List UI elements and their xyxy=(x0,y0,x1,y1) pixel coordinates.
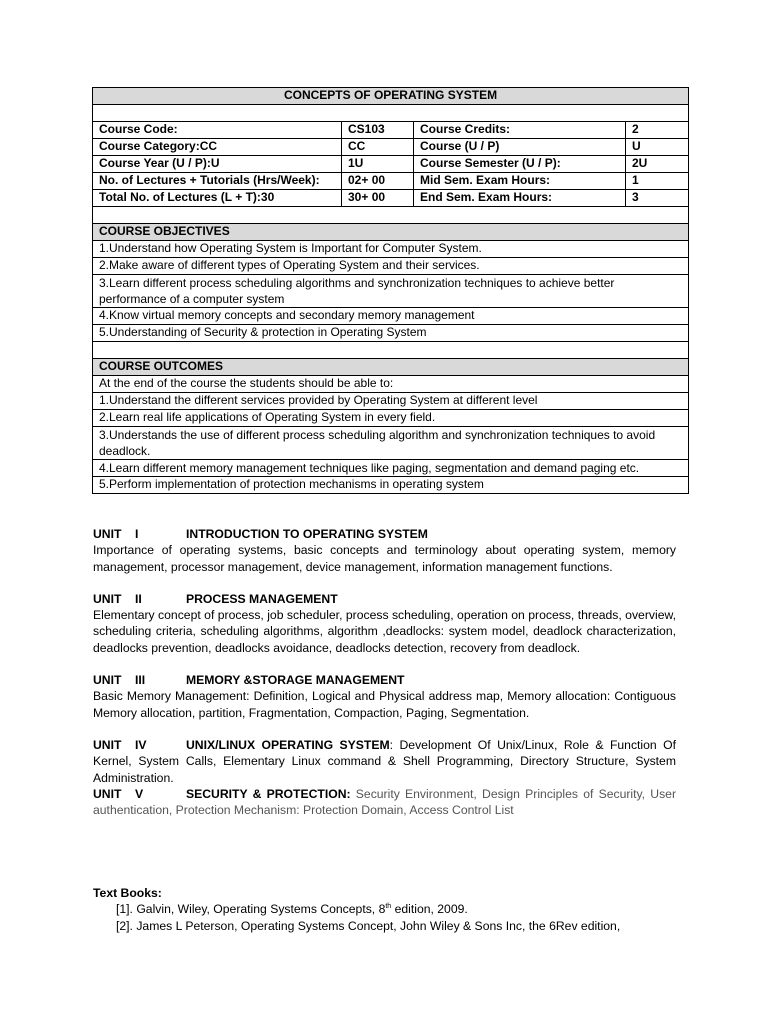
objective-item: 1.Understand how Operating System is Important for Computer System. xyxy=(93,241,689,258)
unit-heading: UNIT III MEMORY &STORAGE MANAGEMENT xyxy=(93,673,405,688)
spacer-row xyxy=(93,105,689,122)
info-row xyxy=(93,156,689,173)
course-title: CONCEPTS OF OPERATING SYSTEM xyxy=(93,88,689,105)
outcomes-intro: At the end of the course the students should be able to: xyxy=(93,376,689,393)
spacer-row xyxy=(93,207,689,224)
unit-body: Basic Memory Management: Definition, Logical and Physical address map, Memory allocation: Contiguous Memory allocation, partition, Fragmentation, Compaction, Paging, Segmentation. xyxy=(93,689,676,720)
info-value: CC xyxy=(342,139,414,156)
book-reference: [2]. James L Peterson, Operating Systems Concept, John Wiley & Sons Inc, the 6Rev edition, xyxy=(116,918,621,933)
info-row xyxy=(93,122,689,139)
info-value: 1U xyxy=(342,156,414,173)
info-value: 02+ 00 xyxy=(342,173,414,190)
book-reference: [1]. Galvin, Wiley, Operating Systems Concepts, 8th edition, 2009. xyxy=(116,902,468,917)
text-books-heading: Text Books: xyxy=(93,886,162,900)
info-label: Course Year (U / P):U xyxy=(93,156,342,173)
outcomes-header: COURSE OUTCOMES xyxy=(93,359,689,376)
outcome-item: 4.Learn different memory management techniques like paging, segmentation and demand paging etc. xyxy=(93,460,689,477)
info-label: Total No. of Lectures (L + T):30 xyxy=(93,190,342,207)
outcome-item: 1.Understand the different services provided by Operating System at different level xyxy=(93,393,689,410)
objective-item: 3.Learn different process scheduling algorithms and synchronization techniques to achieve better performance of a computer system xyxy=(93,275,689,308)
info-label: No. of Lectures + Tutorials (Hrs/Week): xyxy=(93,173,342,190)
unit-body: Security Environment, Design Principles of Security, User authentication, Protection Mechanism: Protection Domain, Access Control List xyxy=(93,786,677,818)
unit-block: UNIT IV UNIX/LINUX OPERATING SYSTEM: Development Of Unix/Linux, Role & Function Of Kernel, System Calls, Elementary Linux command & Shell Programming, Directory Structure, System Administration. xyxy=(93,737,677,785)
text-books-section xyxy=(93,885,676,934)
unit-heading: UNIT I INTRODUCTION TO OPERATING SYSTEM xyxy=(93,527,428,541)
info-value: CS103 xyxy=(342,122,414,139)
unit-title: MEMORY &STORAGE MANAGEMENT xyxy=(186,673,405,688)
outcome-item: 5.Perform implementation of protection mechanisms in operating system xyxy=(93,477,689,494)
unit-title: PROCESS MANAGEMENT xyxy=(186,591,338,606)
info-value: 1 xyxy=(626,173,689,190)
info-label: Course Code: xyxy=(93,122,342,139)
info-value: U xyxy=(626,139,689,156)
spacer-row xyxy=(93,342,689,359)
info-row xyxy=(93,190,689,207)
unit-title: UNIX/LINUX OPERATING SYSTEM xyxy=(186,737,390,752)
info-value: 2U xyxy=(626,156,689,173)
unit-title: INTRODUCTION TO OPERATING SYSTEM xyxy=(186,527,428,541)
unit-block: UNIT V SECURITY & PROTECTION: Security Environment, Design Principles of Security, User authentication, Protection Mechanism: Protection Domain, Access Control List xyxy=(93,786,677,818)
course-table xyxy=(92,87,689,494)
objective-item: 2.Make aware of different types of Operating System and their services. xyxy=(93,258,689,275)
info-value: 30+ 00 xyxy=(342,190,414,207)
info-label: Mid Sem. Exam Hours: xyxy=(414,173,626,190)
info-value: 3 xyxy=(626,190,689,207)
info-label: End Sem. Exam Hours: xyxy=(414,190,626,207)
info-value: 2 xyxy=(626,122,689,139)
outcome-item: 3.Understands the use of different process scheduling algorithm and synchronization techniques to avoid deadlock. xyxy=(93,427,689,460)
unit-title: SECURITY & PROTECTION: xyxy=(186,786,351,801)
outcome-item: 2.Learn real life applications of Operating System in every field. xyxy=(93,410,689,427)
info-label: Course Semester (U / P): xyxy=(414,156,626,173)
info-label: Course Credits: xyxy=(414,122,626,139)
unit-heading: UNIT II PROCESS MANAGEMENT xyxy=(93,591,338,606)
info-row xyxy=(93,139,689,156)
info-label: Course (U / P) xyxy=(414,139,626,156)
info-row xyxy=(93,173,689,190)
objective-item: 4.Know virtual memory concepts and secondary memory management xyxy=(93,308,689,325)
objectives-header: COURSE OBJECTIVES xyxy=(93,224,689,241)
units-section xyxy=(93,526,676,818)
unit-body: : Development Of Unix/Linux, Role & Function Of Kernel, System Calls, Elementary Linux command & Shell Programming, Directory Structure, System Administration. xyxy=(93,737,677,785)
objective-item: 5.Understanding of Security & protection in Operating System xyxy=(93,325,689,342)
unit-body: Elementary concept of process, job scheduler, process scheduling, operation on process, threads, overview, scheduling criteria, scheduling algorithms, algorithm ,deadlocks: system model, deadlock characterization, deadlocks prevention, deadlocks avoidance, deadlocks detection, recovery from deadlock. xyxy=(93,608,676,655)
unit-body: Importance of operating systems, basic concepts and terminology about operating system, memory management, processor management, device management, information management functions. xyxy=(93,543,676,574)
info-label: Course Category:CC xyxy=(93,139,342,156)
